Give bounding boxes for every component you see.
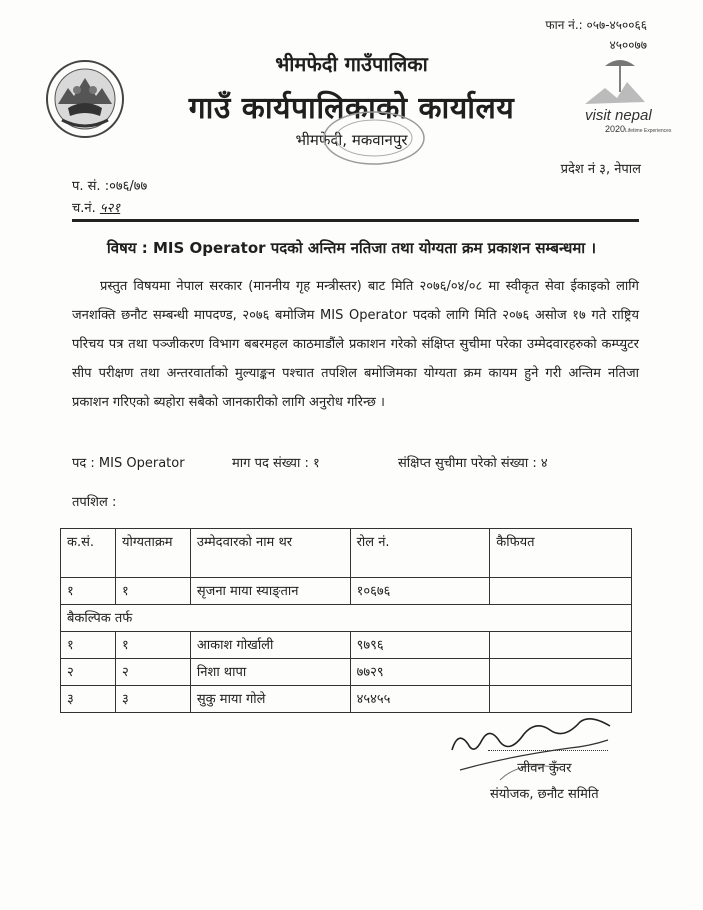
visit-nepal-tag: Lifetime Experiences bbox=[625, 128, 672, 134]
cell-serial: २ bbox=[61, 659, 116, 686]
signature-line bbox=[488, 750, 608, 751]
table-row bbox=[61, 632, 632, 659]
cell-remarks bbox=[490, 632, 632, 659]
header-divider bbox=[72, 219, 639, 222]
signer-title: संयोजक, छनौट समिति bbox=[490, 787, 599, 802]
visit-nepal-text: visit nepal bbox=[585, 107, 652, 124]
cell-roll: ४५४५५ bbox=[350, 686, 490, 713]
cell-serial: १ bbox=[61, 632, 116, 659]
cell-serial: ३ bbox=[61, 686, 116, 713]
reference-ps: प. सं. :०७६/७७ bbox=[72, 179, 148, 194]
header-name: उम्मेदवारको नाम थर bbox=[190, 529, 350, 578]
alternate-label-row bbox=[61, 605, 632, 632]
reference-chn bbox=[72, 198, 120, 216]
cell-roll: ७७२९ bbox=[350, 659, 490, 686]
visit-nepal-logo bbox=[575, 52, 672, 142]
result-table bbox=[60, 528, 632, 713]
office-address: भीमफेदी, मकवानपुर bbox=[295, 131, 408, 149]
header-roll: रोल नं. bbox=[350, 529, 490, 578]
cell-name: सृजना माया स्याङ्तान bbox=[190, 578, 350, 605]
visit-nepal-year: 2020 bbox=[605, 124, 626, 134]
cell-roll: ९७९६ bbox=[350, 632, 490, 659]
header-serial: क.सं. bbox=[61, 529, 116, 578]
cell-roll: १०६७६ bbox=[350, 578, 490, 605]
office-stamp-icon bbox=[318, 108, 430, 168]
cell-remarks bbox=[490, 578, 632, 605]
signer-block bbox=[490, 756, 599, 808]
signer-name: जीवन कुँवर bbox=[517, 761, 572, 776]
cell-name: सुकु माया गोले bbox=[190, 686, 350, 713]
body-paragraph: प्रस्तुत विषयमा नेपाल सरकार (माननीय गृह मन्त्रीस्तर) बाट मिति २०७६/०४/०८ मा स्वीकृत सेवा ईकाइको लागि जनशक्ति छनौट सम्बन्धी मापदण्ड, २०७६ बमोजिम MIS Operator पदको लागि मिति २०७६ असोज १७ गते राष्ट्रिय परिचय पत्र तथा पञ्जीकरण विभाग बबरमहल काठमाडौंले प्रकाशन गरेको संक्षिप्त सुचीमा परेका उम्मेदवारहरुको कम्प्युटर सीप परीक्षण तथा अन्तरवार्ताको मुल्याङ्कन पश्चात तपशिल बमोजिमका योग्यता क्रम कायम हुने गरी अन्तिम नतिजा प्रकाशन गरिएको ब्यहोरा सबैको जानकारीको लागि अनुरोध गरिन्छ । bbox=[72, 279, 639, 410]
reference-chn-handwritten: ५२१ bbox=[99, 201, 121, 216]
cell-remarks bbox=[490, 659, 632, 686]
municipality-name: भीमफेदी गाउँपालिका bbox=[275, 52, 428, 76]
phone-line-2: ४५००७७ bbox=[609, 38, 647, 52]
cell-rank: १ bbox=[115, 578, 190, 605]
table-row bbox=[61, 578, 632, 605]
demand-count: माग पद संख्या : १ bbox=[232, 456, 320, 471]
header-remarks: कैफियत bbox=[490, 529, 632, 578]
province-label: प्रदेश नं ३, नेपाल bbox=[560, 162, 641, 177]
cell-rank: ३ bbox=[115, 686, 190, 713]
phone-number bbox=[545, 15, 647, 55]
cell-rank: १ bbox=[115, 632, 190, 659]
cell-name: निशा थापा bbox=[190, 659, 350, 686]
details-label: तपशिल : bbox=[72, 495, 117, 510]
cell-rank: २ bbox=[115, 659, 190, 686]
table-row bbox=[61, 659, 632, 686]
header-rank: योग्यताक्रम bbox=[115, 529, 190, 578]
cell-name: आकाश गोर्खाली bbox=[190, 632, 350, 659]
subject-line: विषय : MIS Operator पदको अन्तिम नतिजा तथा योग्यता क्रम प्रकाशन सम्बन्धमा । bbox=[106, 239, 597, 257]
phone-line-1: फान नं.: ०५७-४५००६६ bbox=[545, 18, 647, 32]
post-name: पद : MIS Operator bbox=[72, 456, 185, 471]
office-title: गाउँ कार्यपालिकाको कार्यालय bbox=[188, 91, 515, 126]
table-header-row bbox=[61, 529, 632, 578]
reference-chn-label: च.नं. bbox=[72, 201, 96, 216]
alternate-label: बैकल्पिक तर्फ bbox=[61, 605, 632, 632]
cell-serial: १ bbox=[61, 578, 116, 605]
shortlist-count: संक्षिप्त सुचीमा परेको संख्या : ४ bbox=[398, 456, 548, 471]
